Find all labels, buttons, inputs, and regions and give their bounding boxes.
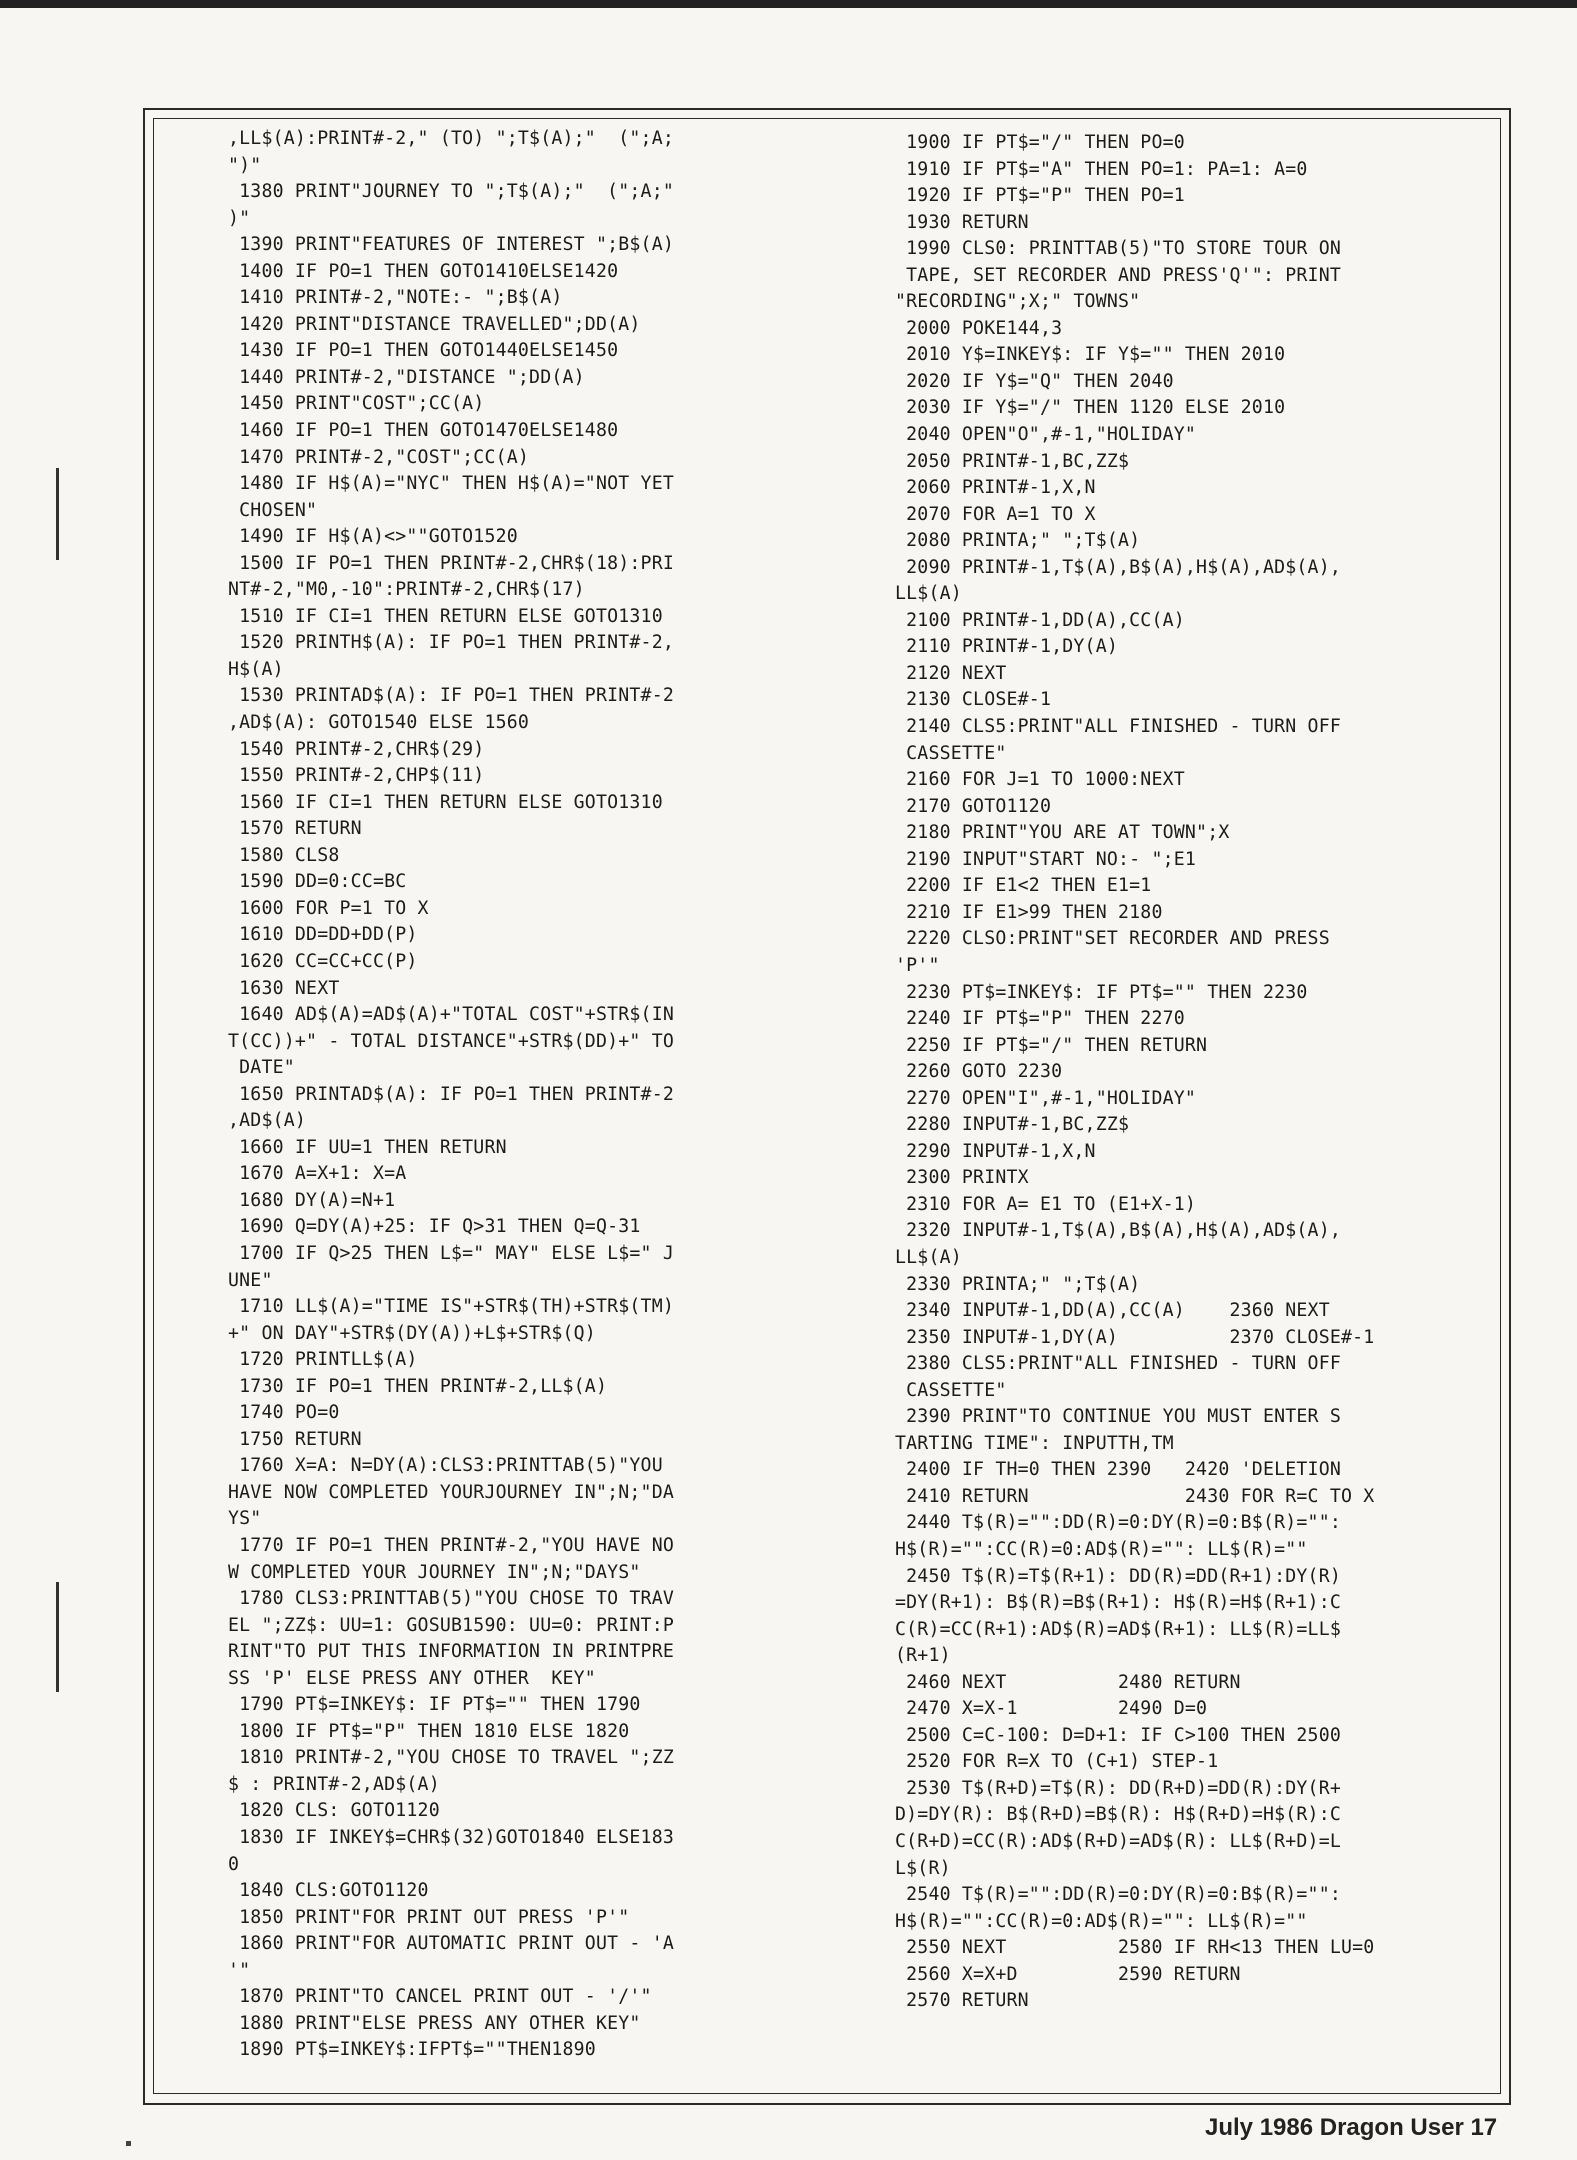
speck	[126, 2141, 131, 2146]
binding-mark-lower	[56, 1582, 59, 1692]
binding-mark-upper	[56, 468, 59, 560]
listing-left-column: ,LL$(A):PRINT#-2," (TO) ";T$(A);" (";A; ")" 1380 PRINT"JOURNEY TO ";T$(A);" (";A;" )" 1390 PRINT"FEATURES OF INTEREST ";B$(A) 1400 IF PO=1 THEN GOTO1410ELSE1420 1410 PRINT#-2,"NOTE:- ";B$(A) 1420 PRINT"DISTANCE TRAVELLED";DD(A) 1430 IF PO=1 THEN GOTO1440ELSE1450 1440 PRINT#-2,"DISTANCE ";DD(A) 1450 PRINT"COST";CC(A) 1460 IF PO=1 THEN GOTO1470ELSE1480 1470 PRINT#-2,"COST";CC(A) 1480 IF H$(A)="NYC" THEN H$(A)="NOT YET CHOSEN" 1490 IF H$(A)<>""GOTO1520 1500 IF PO=1 THEN PRINT#-2,CHR$(18):PRI NT#-2,"M0,-10":PRINT#-2,CHR$(17) 1510 IF CI=1 THEN RETURN ELSE GOTO1310 1520 PRINTH$(A): IF PO=1 THEN PRINT#-2, H$(A) 1530 PRINTAD$(A): IF PO=1 THEN PRINT#-2 ,AD$(A): GOTO1540 ELSE 1560 1540 PRINT#-2,CHR$(29) 1550 PRINT#-2,CHP$(11) 1560 IF CI=1 THEN RETURN ELSE GOTO1310 1570 RETURN 1580 CLS8 1590 DD=0:CC=BC 1600 FOR P=1 TO X 1610 DD=DD+DD(P) 1620 CC=CC+CC(P) 1630 NEXT 1640 AD$(A)=AD$(A)+"TOTAL COST"+STR$(IN T(CC))+" - TOTAL DISTANCE"+STR$(DD)+" TO DATE" 1650 PRINTAD$(A): IF PO=1 THEN PRINT#-2 ,AD$(A) 1660 IF UU=1 THEN RETURN 1670 A=X+1: X=A 1680 DY(A)=N+1 1690 Q=DY(A)+25: IF Q>31 THEN Q=Q-31 1700 IF Q>25 THEN L$=" MAY" ELSE L$=" J UNE" 1710 LL$(A)="TIME IS"+STR$(TH)+STR$(TM) +" ON DAY"+STR$(DY(A))+L$+STR$(Q) 1720 PRINTLL$(A) 1730 IF PO=1 THEN PRINT#-2,LL$(A) 1740 PO=0 1750 RETURN 1760 X=A: N=DY(A):CLS3:PRINTTAB(5)"YOU HAVE NOW COMPLETED YOURJOURNEY IN";N;"DA YS" 1770 IF PO=1 THEN PRINT#-2,"YOU HAVE NO W COMPLETED YOUR JOURNEY IN";N;"DAYS" 1780 CLS3:PRINTTAB(5)"YOU CHOSE TO TRAV EL ";ZZ$: UU=1: GOSUB1590: UU=0: PRINT:P RINT"TO PUT THIS INFORMATION IN PRINTPRE SS 'P' ELSE PRESS ANY OTHER KEY" 1790 PT$=INKEY$: IF PT$="" THEN 1790 1800 IF PT$="P" THEN 1810 ELSE 1820 1810 PRINT#-2,"YOU CHOSE TO TRAVEL ";ZZ $ : PRINT#-2,AD$(A) 1820 CLS: GOTO1120 1830 IF INKEY$=CHR$(32)GOTO1840 ELSE183 0 1840 CLS:GOTO1120 1850 PRINT"FOR PRINT OUT PRESS 'P'" 1860 PRINT"FOR AUTOMATIC PRINT OUT - 'A '" 1870 PRINT"TO CANCEL PRINT OUT - '/'" 1880 PRINT"ELSE PRESS ANY OTHER KEY" 1890 PT$=INKEY$:IFPT$=""THEN1890	[228, 128, 674, 2061]
page-footer: July 1986 Dragon User 17	[1205, 2114, 1498, 2141]
listing-right-column: 1900 IF PT$="/" THEN PO=0 1910 IF PT$="A" THEN PO=1: PA=1: A=0 1920 IF PT$="P" THEN PO=1 1930 RETURN 1990 CLS0: PRINTTAB(5)"TO STORE TOUR ON TAPE, SET RECORDER AND PRESS'Q'": PRINT "RECORDING";X;" TOWNS" 2000 POKE144,3 2010 Y$=INKEY$: IF Y$="" THEN 2010 2020 IF Y$="Q" THEN 2040 2030 IF Y$="/" THEN 1120 ELSE 2010 2040 OPEN"O",#-1,"HOLIDAY" 2050 PRINT#-1,BC,ZZ$ 2060 PRINT#-1,X,N 2070 FOR A=1 TO X 2080 PRINTA;" ";T$(A) 2090 PRINT#-1,T$(A),B$(A),H$(A),AD$(A), LL$(A) 2100 PRINT#-1,DD(A),CC(A) 2110 PRINT#-1,DY(A) 2120 NEXT 2130 CLOSE#-1 2140 CLS5:PRINT"ALL FINISHED - TURN OFF CASSETTE" 2160 FOR J=1 TO 1000:NEXT 2170 GOTO1120 2180 PRINT"YOU ARE AT TOWN";X 2190 INPUT"START NO:- ";E1 2200 IF E1<2 THEN E1=1 2210 IF E1>99 THEN 2180 2220 CLSO:PRINT"SET RECORDER AND PRESS 'P'" 2230 PT$=INKEY$: IF PT$="" THEN 2230 2240 IF PT$="P" THEN 2270 2250 IF PT$="/" THEN RETURN 2260 GOTO 2230 2270 OPEN"I",#-1,"HOLIDAY" 2280 INPUT#-1,BC,ZZ$ 2290 INPUT#-1,X,N 2300 PRINTX 2310 FOR A= E1 TO (E1+X-1) 2320 INPUT#-1,T$(A),B$(A),H$(A),AD$(A), LL$(A) 2330 PRINTA;" ";T$(A) 2340 INPUT#-1,DD(A),CC(A) 2360 NEXT 2350 INPUT#-1,DY(A) 2370 CLOSE#-1 2380 CLS5:PRINT"ALL FINISHED - TURN OFF CASSETTE" 2390 PRINT"TO CONTINUE YOU MUST ENTER S TARTING TIME": INPUTTH,TM 2400 IF TH=0 THEN 2390 2420 'DELETION 2410 RETURN 2430 FOR R=C TO X 2440 T$(R)="":DD(R)=0:DY(R)=0:B$(R)="": H$(R)="":CC(R)=0:AD$(R)="": LL$(R)="" 2450 T$(R)=T$(R+1): DD(R)=DD(R+1):DY(R) =DY(R+1): B$(R)=B$(R+1): H$(R)=H$(R+1):C C(R)=CC(R+1):AD$(R)=AD$(R+1): LL$(R)=LL$ (R+1) 2460 NEXT 2480 RETURN 2470 X=X-1 2490 D=0 2500 C=C-100: D=D+1: IF C>100 THEN 2500 2520 FOR R=X TO (C+1) STEP-1 2530 T$(R+D)=T$(R): DD(R+D)=DD(R):DY(R+ D)=DY(R): B$(R+D)=B$(R): H$(R+D)=H$(R):C C(R+D)=CC(R):AD$(R+D)=AD$(R): LL$(R+D)=L L$(R) 2540 T$(R)="":DD(R)=0:DY(R)=0:B$(R)="": H$(R)="":CC(R)=0:AD$(R)="": LL$(R)="" 2550 NEXT 2580 IF RH<13 THEN LU=0 2560 X=X+D 2590 RETURN 2570 RETURN	[895, 132, 1375, 2012]
page-top-edge	[0, 0, 1577, 8]
